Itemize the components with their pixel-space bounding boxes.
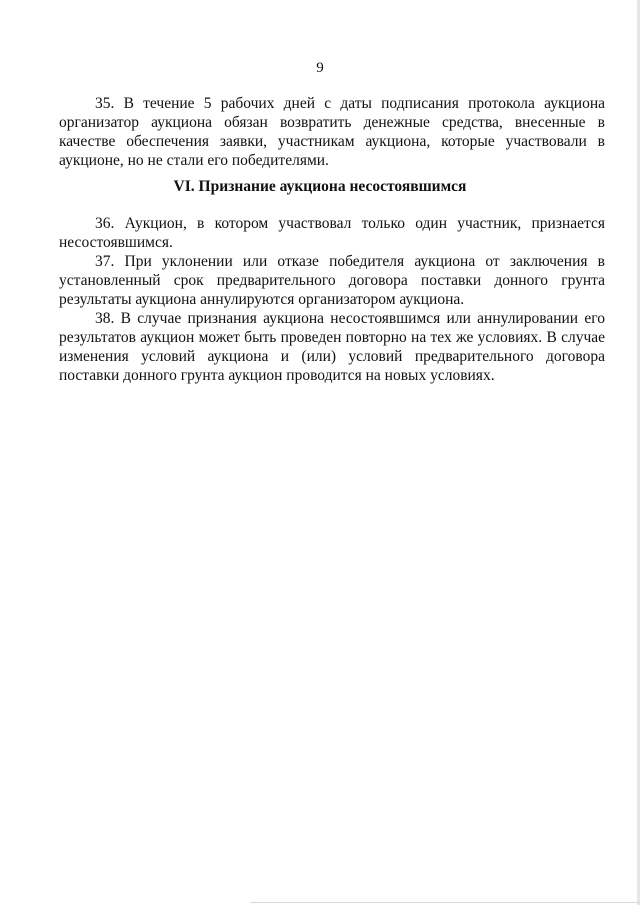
scan-edge-bottom — [250, 902, 640, 903]
paragraph-35: 35. В течение 5 рабочих дней с даты подписания протокола аукциона организатор аукциона обязан возвратить денежные средства, внесенные в качестве обеспечения заявки, участникам аукциона, которые участвовали в аукционе, но не стали его победителями. — [59, 95, 605, 169]
paragraph-37: 37. При уклонении или отказе победителя аукциона от заключения в установленный срок предварительного договора поставки донного грунта результаты аукциона аннулируются организатором аукциона. — [59, 253, 605, 308]
section-vi-body — [59, 214, 605, 385]
section-v-tail — [59, 94, 605, 170]
page-number: 9 — [316, 60, 324, 76]
paragraph-38: 38. В случае признания аукциона несостоявшимся или аннулировании его результатов аукцион может быть проведен повторно на тех же условиях. В случае изменения условий аукциона и (или) условий предварительного договора поставки донного грунта аукцион проводится на новых условиях. — [59, 310, 605, 384]
paragraph-36: 36. Аукцион, в котором участвовал только один участник, признается несостоявшимся. — [59, 215, 605, 251]
section-heading: VI. Признание аукциона несостоявшимся — [173, 178, 467, 195]
